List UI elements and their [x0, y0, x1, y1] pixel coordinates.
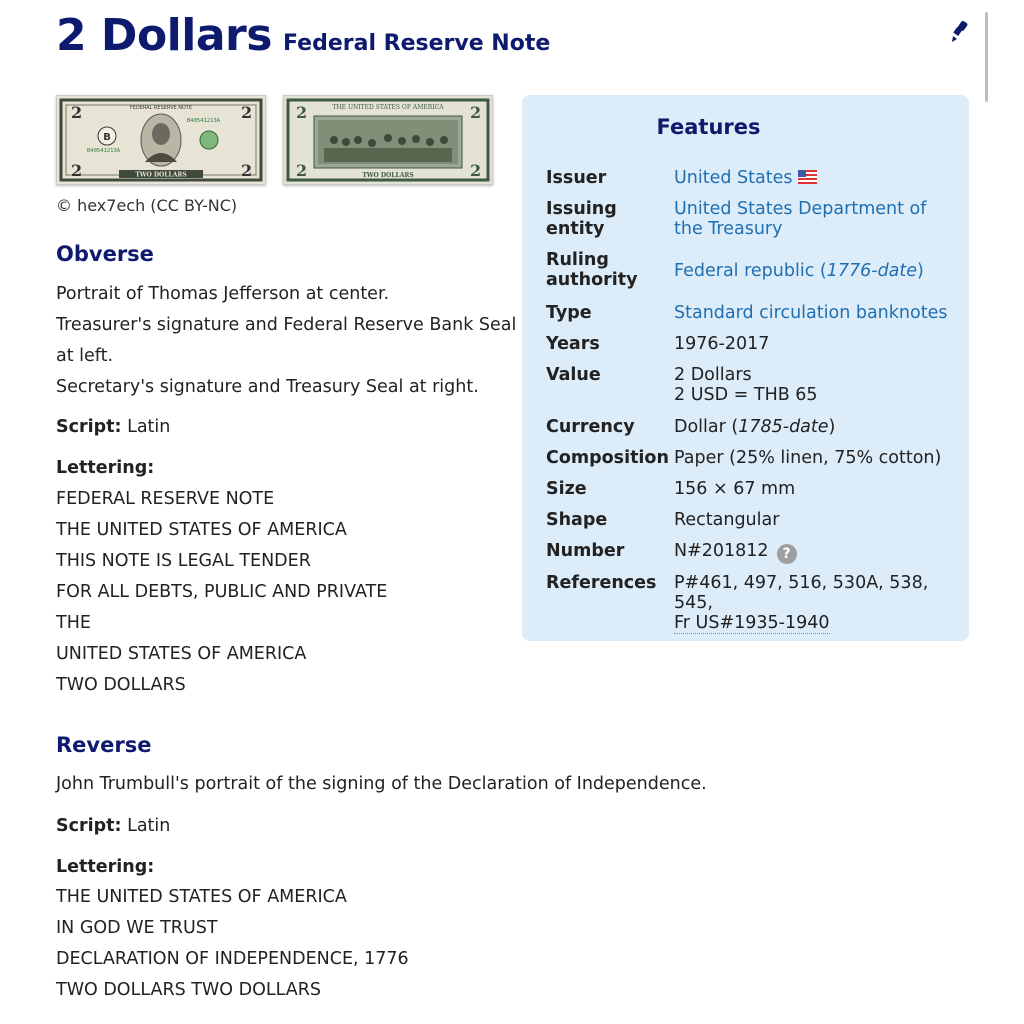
- issuer-link[interactable]: United States: [674, 168, 793, 188]
- obverse-description-line: Secretary's signature and Treasury Seal at right.: [56, 377, 479, 397]
- obverse-script: [56, 417, 170, 437]
- reverse-top-text: THE UNITED STATES OF AMERICA: [332, 104, 444, 111]
- obverse-image[interactable]: [56, 95, 266, 185]
- lettering-line: UNITED STATES OF AMERICA: [56, 644, 307, 664]
- reverse-script-value: Latin: [127, 816, 171, 836]
- issuing-entity-link[interactable]: United States Department of the Treasury: [674, 199, 927, 239]
- lettering-line: TWO DOLLARS: [56, 675, 186, 695]
- scrollbar[interactable]: [985, 12, 988, 102]
- type-link[interactable]: Standard circulation banknotes: [674, 303, 948, 323]
- features-panel: Features Issuer United States Issuing entity United States Department of the Treasury Ruling authority Federal republic (1776-date) Type Standard circulation banknotes Years 1976-2017 Value 2 Dollars 2 USD = THB 65 Currency Dollar (1785-date) Composition Paper (25% linen, 75% cotton) Size 156 × 67 mm Shape Rectangular Number N#201812 ? References P#461, 497, 516, 530A, 538, 545, Fr US#1935-1940: [522, 95, 969, 641]
- obverse-lettering: [56, 484, 387, 701]
- reverse-lettering: [56, 882, 409, 1006]
- obverse-script-value: Latin: [127, 417, 171, 437]
- page-title: [56, 10, 550, 61]
- lettering-line: THE: [56, 613, 91, 633]
- obverse-heading: Obverse: [56, 242, 154, 266]
- lettering-line: IN GOD WE TRUST: [56, 918, 218, 938]
- title-main: 2 Dollars: [56, 10, 272, 61]
- obverse-description-line: Portrait of Thomas Jefferson at center.: [56, 284, 390, 304]
- features-title: Features: [656, 115, 761, 139]
- svg-text:B: B: [103, 132, 111, 143]
- reverse-heading: Reverse: [56, 733, 152, 757]
- image-copyright: © hex7ech (CC BY-NC): [56, 196, 238, 215]
- obverse-bottom-text: TWO DOLLARS: [135, 171, 187, 179]
- lettering-line: THIS NOTE IS LEGAL TENDER: [56, 551, 311, 571]
- obverse-description-line: Treasurer's signature and Federal Reserve Bank Seal: [56, 315, 517, 335]
- reverse-script: [56, 816, 170, 836]
- svg-text:2: 2: [241, 103, 253, 122]
- reverse-lettering-label: Lettering:: [56, 857, 155, 877]
- obverse-serial-top: B40541213A: [187, 118, 221, 124]
- obverse-script-label: Script:: [56, 417, 122, 437]
- lettering-line: TWO DOLLARS TWO DOLLARS: [56, 980, 322, 1000]
- svg-text:2: 2: [470, 103, 482, 122]
- svg-text:2: 2: [241, 161, 253, 180]
- svg-text:2: 2: [71, 161, 83, 180]
- lettering-line: THE UNITED STATES OF AMERICA: [56, 520, 347, 540]
- question-icon[interactable]: ?: [777, 544, 797, 564]
- obverse-serial-left: B40541213A: [87, 148, 121, 154]
- svg-text:2: 2: [296, 103, 308, 122]
- reverse-bottom-text: TWO DOLLARS: [362, 172, 414, 179]
- ruling-authority-link[interactable]: Federal republic (1776-date): [674, 261, 924, 281]
- references-link[interactable]: Fr US#1935-1940: [674, 613, 830, 633]
- svg-text:2: 2: [470, 161, 482, 180]
- lettering-line: FOR ALL DEBTS, PUBLIC AND PRIVATE: [56, 582, 388, 602]
- reverse-description: John Trumbull's portrait of the signing of the Declaration of Independence.: [56, 774, 707, 794]
- obverse-top-text: FEDERAL RESERVE NOTE: [129, 105, 193, 111]
- svg-text:2: 2: [296, 161, 308, 180]
- obverse-description: [56, 279, 516, 403]
- lettering-line: THE UNITED STATES OF AMERICA: [56, 887, 347, 907]
- title-subtitle: Federal Reserve Note: [283, 31, 551, 56]
- svg-text:2: 2: [71, 103, 83, 122]
- obverse-lettering-label: Lettering:: [56, 458, 155, 478]
- lettering-line: FEDERAL RESERVE NOTE: [56, 489, 275, 509]
- us-flag-icon: [798, 169, 817, 183]
- pen-icon[interactable]: [950, 20, 972, 44]
- reverse-image[interactable]: [283, 95, 493, 185]
- lettering-line: DECLARATION OF INDEPENDENCE, 1776: [56, 949, 409, 969]
- obverse-description-line: at left.: [56, 346, 114, 366]
- reverse-script-label: Script:: [56, 816, 122, 836]
